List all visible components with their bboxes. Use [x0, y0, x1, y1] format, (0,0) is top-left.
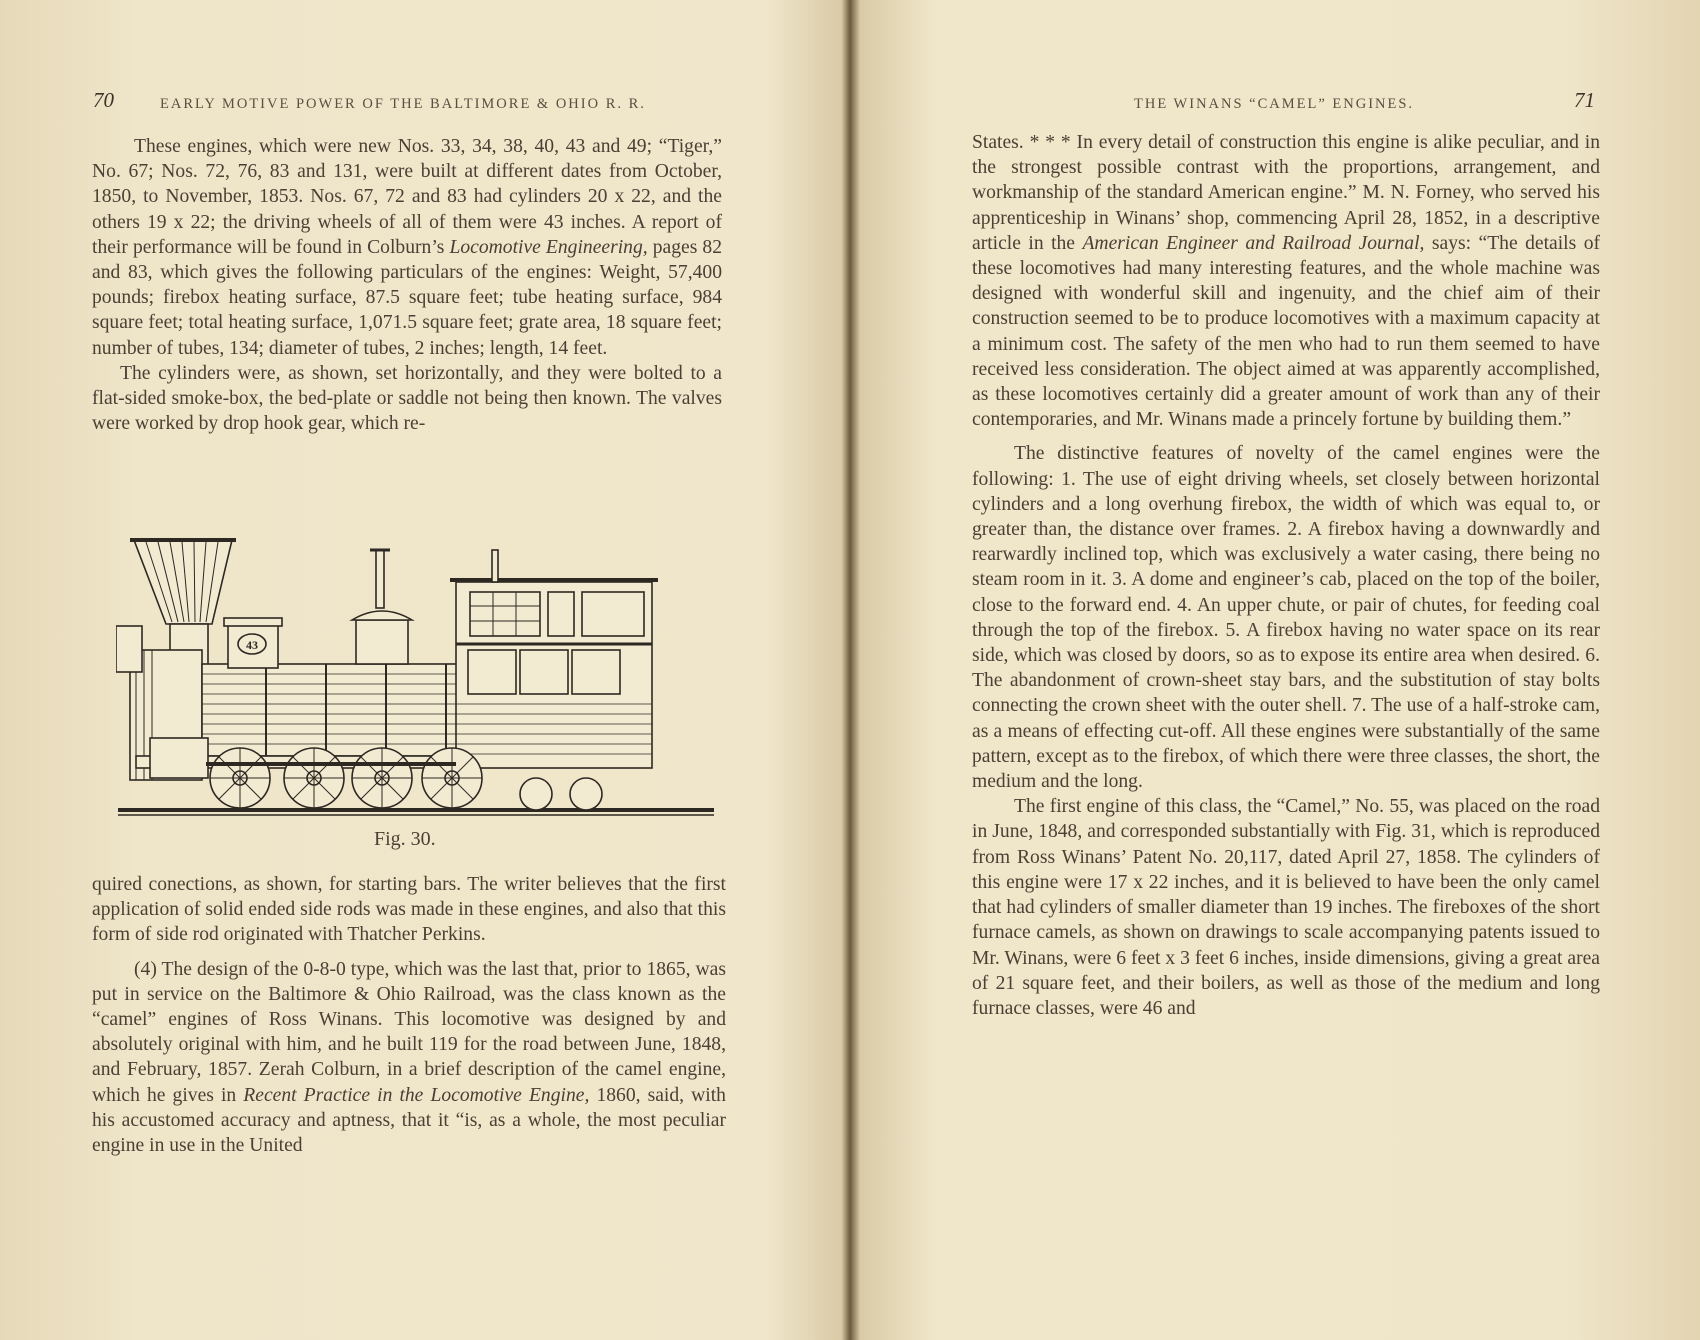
right-paragraph-2: The distinctive features of novelty of the camel engines were the following: 1. The use of eight driving wheels, set closely between horizontal cylinders and a long overhung firebox, the width of which was equal to, or greater than, the distance over frames. 2. A firebox having a downwardly and rearwardly inclined top, which was exclusively a water casing, there being no steam room in it. 3. A dome and engineer’s cab, placed on the top of the boiler, close to the forward end. 4. An upper chute, or pair of chutes, for feeding coal through the top of the firebox. 5. A firebox having no water space on its rear side, which was closed by doors, so as to expose its entire area when desired. 6. The abandonment of crown-sheet stay bars, and the substitution of stay bolts connecting the crown sheet with the outer shell. 7. The use of a half-stroke cam, as a means of effecting cut-off. All these engines were substantially of the same pattern, except as to the firebox, of which there were three classes, the short, the medium and the long.	[972, 443, 1600, 793]
right-p1-italic: American Engineer and Railroad Journal,	[1082, 232, 1425, 254]
left-p4-italic: Recent Practice in the Locomotive Engine,	[243, 1084, 590, 1106]
left-p1-italic: Locomotive Engineering,	[449, 236, 648, 258]
right-page	[852, 0, 1700, 1340]
right-text	[972, 130, 1600, 1021]
right-paragraph-1	[972, 130, 1600, 432]
right-p1-end: says: “The details of these locomotives had many interesting features, and the whole machine was designed with wonderful skill and ingenuity, and the chief aim of their construction seemed to be to produce locomotives with a maximum capacity at a minimum cost. The safety of the men who had to run them seemed to have received less consideration. The object aimed at was apparently accomplished, as these locomotives certainly did a greater amount of work than any of their contemporaries, and Mr. Winans made a princely fortune by building them.”	[972, 232, 1601, 431]
left-running-head: EARLY MOTIVE POWER OF THE BALTIMORE & OHIO R. R.	[160, 96, 646, 112]
figure-caption: Fig. 30.	[374, 828, 436, 850]
left-paragraph-1	[92, 134, 722, 361]
left-p4-text: (4) The design of the 0-8-0 type, which was the last that, prior to 1865, was put in service on the Baltimore & Ohio Railroad, was the class known as the “camel” engines of Ross Winans. This locomotive was designed by and absolutely original with him, and he built 119 for the road between June, 1848, and February, 1857. Zerah Colburn, in a brief description of the camel engine, which he gives in	[92, 958, 726, 1106]
number-plate: 43	[246, 638, 258, 652]
right-p1-text: States. * * * In every detail of construction this engine is alike peculiar, and in the strongest possible contrast with the proportions, arrangement, and workmanship of the standard American engine.” M. N. Forney, who served his apprenticeship in Winans’ shop, commencing April 28, 1852, in a descriptive article in the	[972, 132, 1600, 254]
left-paragraph-2: The cylinders were, as shown, set horizontally, and they were bolted to a flat-sided smoke-box, the bed-plate or saddle not being then known. The valves were worked by drop hook gear, which re-	[92, 362, 722, 435]
right-running-head: THE WINANS “CAMEL” ENGINES.	[1134, 96, 1415, 112]
left-p1-text: These engines, which were new Nos. 33, 34, 38, 40, 43 and 49; “Tiger,” No. 67; Nos. 72, 76, 83 and 131, were built at different dates from October, 1850, to November, 1853. Nos. 67, 72 and 83 had cylinders 20 x 22, and the others 19 x 22; the driving wheels of all of them were 43 inches. A report of their performance will be found in Colburn’s	[92, 136, 722, 258]
left-page	[0, 0, 848, 1340]
left-text-top	[92, 134, 722, 436]
left-paragraph-3: quired conections, as shown, for starting bars. The writer believes that the first application of solid ended side rods was made in these engines, and also that this form of side rod originated with Thatcher Perkins.	[92, 874, 726, 946]
right-page-number: 71	[1574, 88, 1595, 112]
locomotive-figure	[116, 532, 716, 822]
right-paragraph-3: The first engine of this class, the “Camel,” No. 55, was placed on the road in June, 1848, and corresponded substantially with Fig. 31, which is reproduced from Ross Winans’ Patent No. 20,117, dated April 27, 1858. The cylinders of this engine were 17 x 22 inches, and it is believed to have been the only camel that had cylinders of smaller diameter than 19 inches. The fireboxes of the short furnace camels, as shown on drawings to scale accompanying patents issued to Mr. Winans, were 6 feet x 3 feet 6 inches, inside dimensions, giving a great area of 21 square feet, and their boilers, as well as those of the medium and long furnace classes, were 46 and	[972, 796, 1600, 1019]
left-text-bottom	[92, 872, 726, 1158]
left-p4-end: 1860, said, with his accustomed accuracy and aptness, that it “is, as a whole, the most peculiar engine in use in the United	[92, 1084, 726, 1157]
left-paragraph-4	[92, 957, 726, 1159]
left-p1-end: pages 82 and 83, which gives the following particulars of the engines: Weight, 57,400 pounds; firebox heating surface, 87.5 square feet; tube heating surface, 984 square feet; total heating surface, 1,071.5 square feet; grate area, 18 square feet; number of tubes, 134; diameter of tubes, 2 inches; length, 14 feet.	[92, 236, 722, 359]
left-page-number: 70	[93, 88, 114, 112]
